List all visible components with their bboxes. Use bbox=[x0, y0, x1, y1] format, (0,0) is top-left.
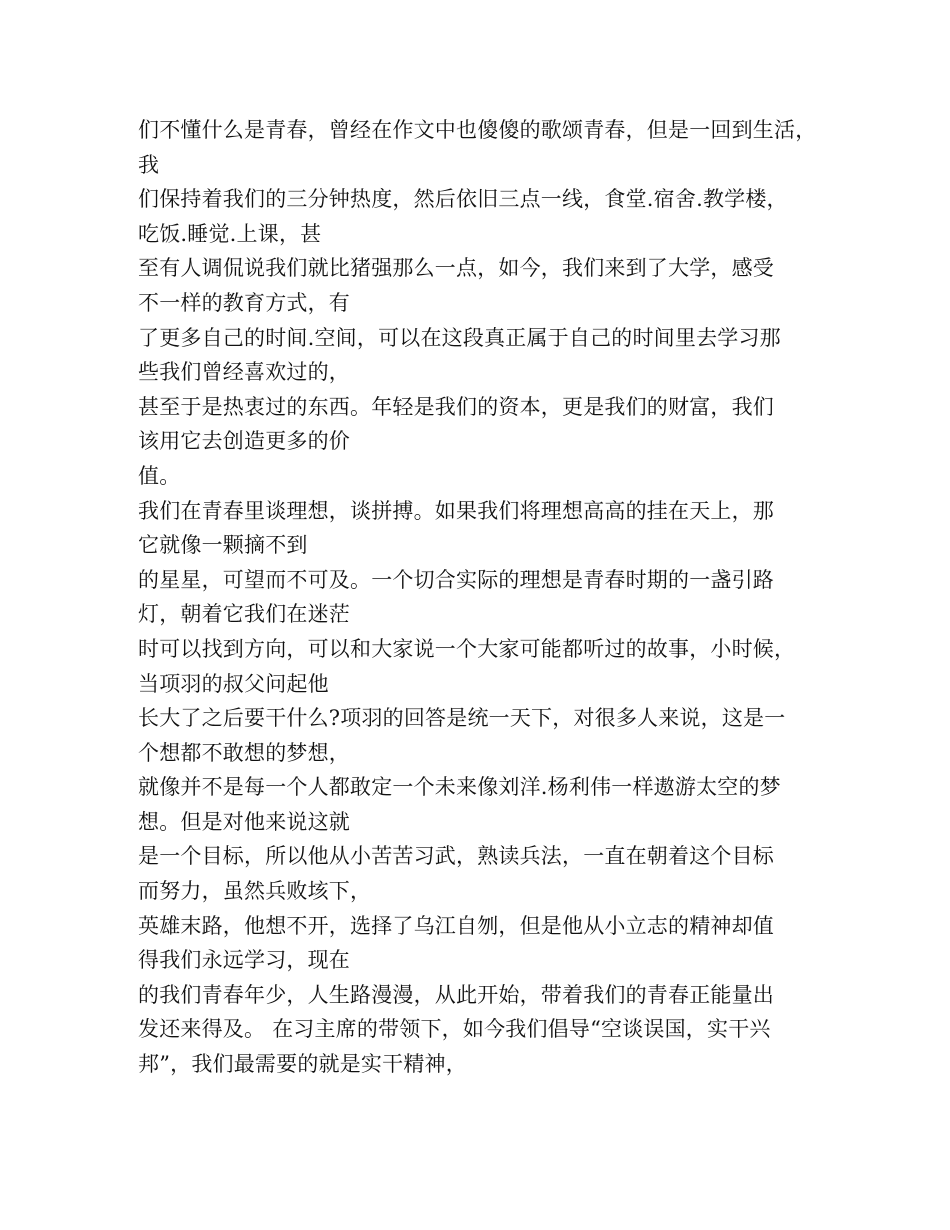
text-line: 的我们青春年少，人生路漫漫，从此开始，带着我们的青春正能量出 bbox=[138, 982, 774, 1007]
text-line: 是一个目标，所以他从小苦苦习武，熟读兵法，一直在朝着这个目标 bbox=[138, 844, 774, 869]
text-line: 我 bbox=[138, 152, 160, 177]
text-line: 我们在青春里谈理想，谈拼搏。如果我们将理想高高的挂在天上，那 bbox=[138, 498, 774, 523]
text-line: 当项羽的叔父问起他 bbox=[138, 671, 329, 696]
text-line: 吃饭.睡觉.上课，甚 bbox=[138, 221, 322, 246]
text-line: 英雄末路，他想不开，选择了乌江自刎，但是他从小立志的精神却值 bbox=[138, 913, 774, 938]
text-line: 些我们曾经喜欢过的， bbox=[138, 360, 350, 385]
text-line: 邦”，我们最需要的就是实干精神， bbox=[138, 1052, 467, 1077]
text-line: 灯，朝着它我们在迷茫 bbox=[138, 602, 350, 627]
text-line: 发还来得及。 在习主席的带领下，如今我们倡导“空谈误国，实干兴 bbox=[138, 1017, 771, 1042]
text-line: 甚至于是热衷过的东西。年轻是我们的资本，更是我们的财富，我们 bbox=[138, 394, 774, 419]
text-line: 得我们永远学习，现在 bbox=[138, 948, 350, 973]
text-line: 值。 bbox=[138, 463, 181, 488]
text-line: 长大了之后要干什么?项羽的回答是统一天下，对很多人来说，这是一 bbox=[138, 706, 786, 731]
text-line: 时可以找到方向，可以和大家说一个大家可能都听过的故事，小时候， bbox=[138, 636, 796, 661]
text-line: 了更多自己的时间.空间，可以在这段真正属于自己的时间里去学习那 bbox=[138, 325, 781, 350]
body-text bbox=[138, 113, 828, 1082]
text-line: 而努力，虽然兵败垓下， bbox=[138, 879, 372, 904]
text-line: 个想都不敢想的梦想， bbox=[138, 740, 350, 765]
text-line: 至有人调侃说我们就比猪强那么一点，如今，我们来到了大学，感受 bbox=[138, 256, 774, 281]
text-line: 不一样的教育方式，有 bbox=[138, 290, 350, 315]
text-line: 们保持着我们的三分钟热度，然后依旧三点一线，食堂.宿舍.教学楼， bbox=[138, 187, 788, 212]
text-line: 的星星，可望而不可及。一个切合实际的理想是青春时期的一盏引路 bbox=[138, 567, 774, 592]
text-line: 该用它去创造更多的价 bbox=[138, 429, 350, 454]
text-line: 它就像一颗摘不到 bbox=[138, 533, 308, 558]
text-line: 想。但是对他来说这就 bbox=[138, 809, 350, 834]
text-line: 就像并不是每一个人都敢定一个未来像刘洋.杨利伟一样遨游太空的梦 bbox=[138, 775, 781, 800]
text-line: 们不懂什么是青春，曾经在作文中也傻傻的歌颂青春，但是一回到生活， bbox=[138, 118, 817, 142]
